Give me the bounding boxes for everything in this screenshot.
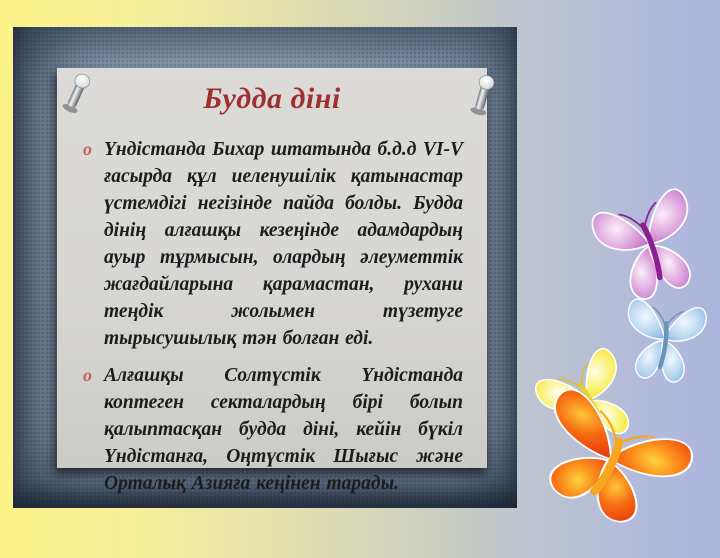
butterfly-pink-icon	[571, 162, 720, 325]
bullet-item	[83, 362, 463, 497]
pinboard	[13, 27, 517, 508]
butterfly-yellow-icon	[511, 322, 664, 477]
pushpin-icon	[59, 69, 95, 117]
note-paper	[57, 68, 487, 494]
butterfly-red-icon	[504, 360, 715, 558]
butterfly-blue-icon	[606, 279, 720, 398]
slide-title: Будда діні	[203, 82, 341, 115]
bullet-marker-icon: o	[83, 139, 92, 159]
bullet-text: Үндістанда Бихар штатында б.д.д VI-V ғасырда құл иеленушілік қатынастар үстемдігі негізінде пайда болды. Будда дінің алғашқы кезеңінде адамдардың ауыр тұрмысын, олардың әлеуметтік жағдайларына қарамастан, рухани теңдік жолымен түзетуге тырысушылық тән болған еді.	[104, 139, 463, 349]
bullet-item	[83, 136, 463, 352]
pushpin-icon	[465, 71, 501, 119]
bullet-text: Алғашқы Солтүстік Үндістанда коптеген секталардың бірі болып қалыптасқан будда діні, кейін бүкіл Үндістанға, Оңтүстік Шығыс және Орталық Азияға кеңінен тарады.	[104, 365, 463, 494]
bullet-list	[83, 136, 463, 497]
bullet-marker-icon: o	[83, 365, 92, 385]
